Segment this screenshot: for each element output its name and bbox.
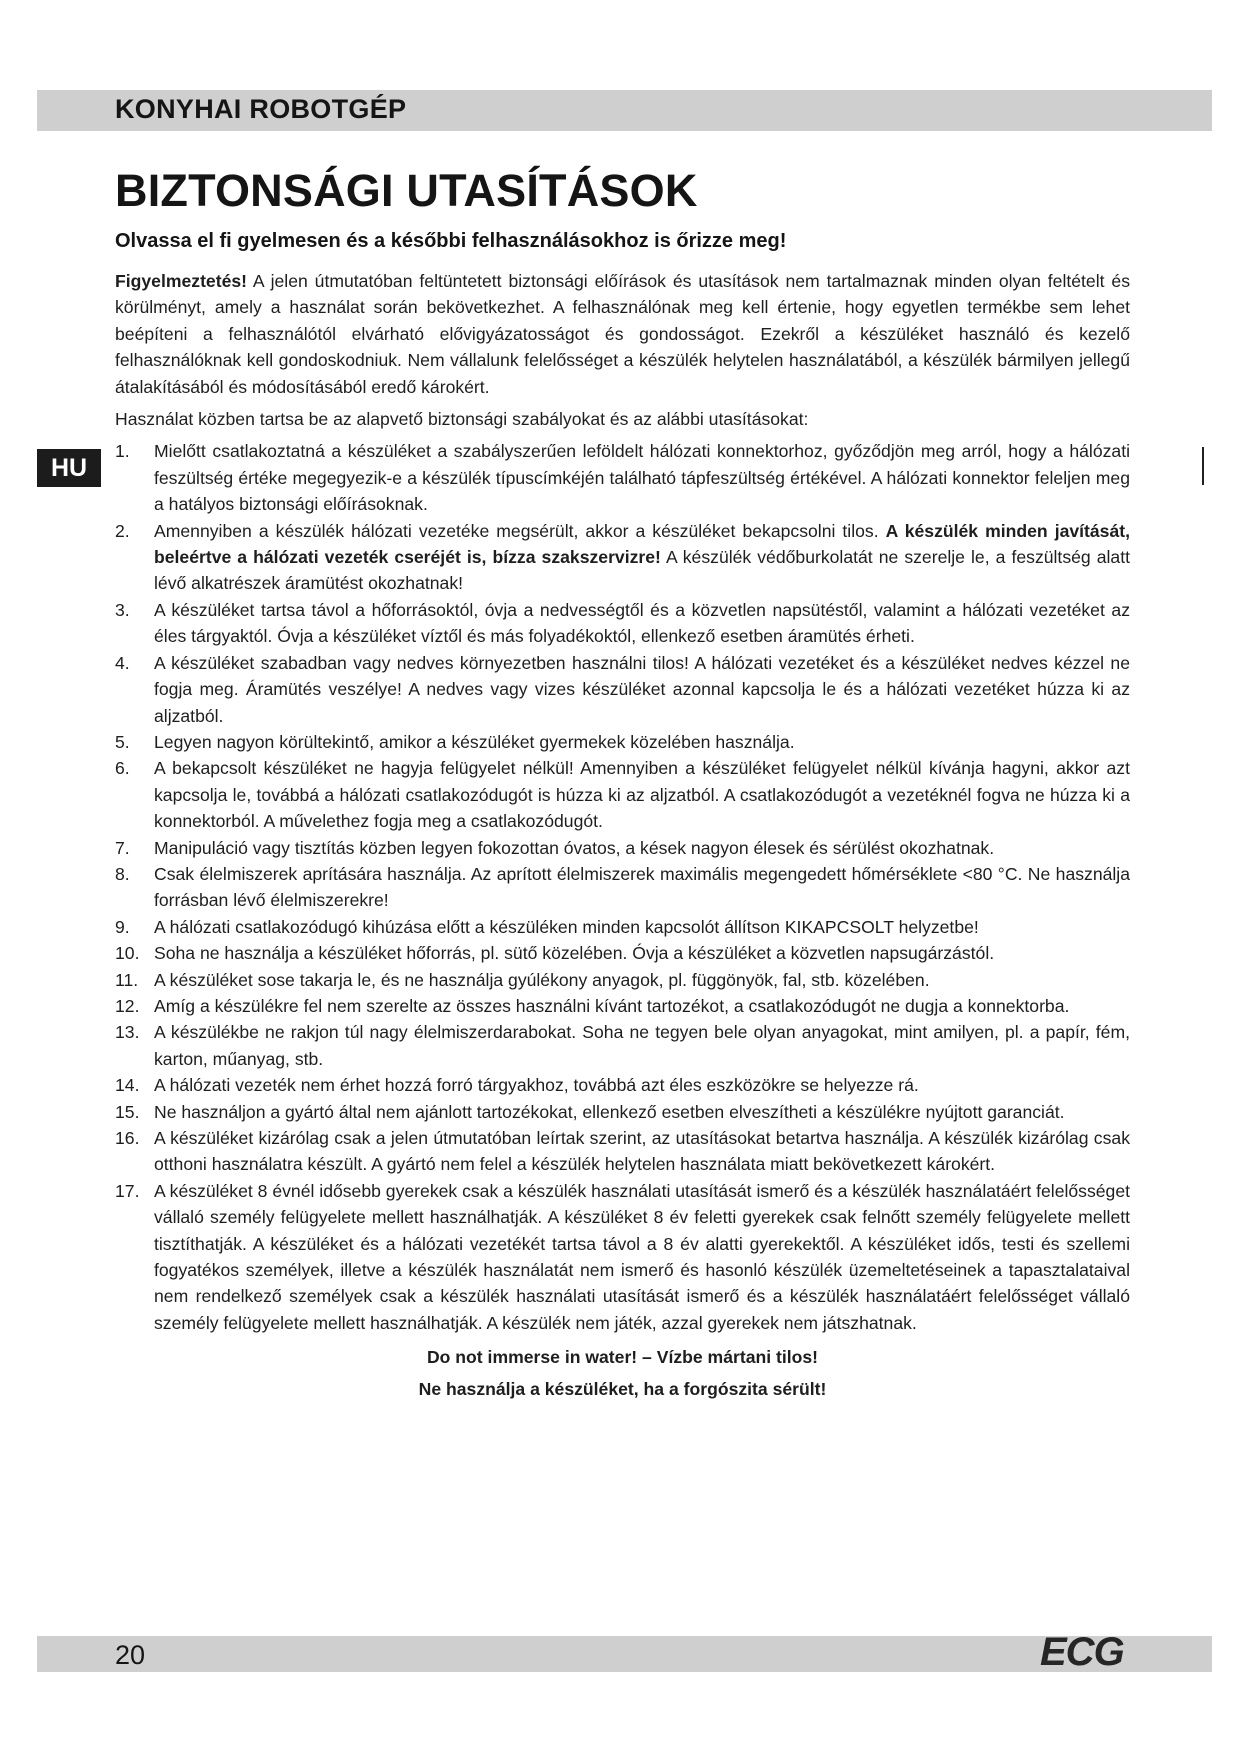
list-item — [115, 940, 1130, 966]
item-number: 17. — [115, 1180, 140, 1201]
list-item — [115, 861, 1130, 914]
list-item — [115, 597, 1130, 650]
item-text: A hálózati vezeték nem érhet hozzá forró tárgyakhoz, továbbá azt éles eszközökre se helyezze rá. — [154, 1075, 919, 1096]
item-text-emphasis: A készülék minden javítását, beleértve a hálózati vezeték cseréjét is, bízza szakszervizre! — [154, 520, 1130, 568]
intro-text: Használat közben tartsa be az alapvető biztonsági szabályokat és az alábbi utasításokat: — [115, 409, 809, 430]
warning-paragraph — [115, 268, 1130, 400]
list-item — [115, 1099, 1130, 1125]
list-item — [115, 835, 1130, 861]
warning-label: Figyelmeztetés! — [115, 271, 247, 291]
item-text: A készüléket kizárólag csak a jelen útmutatóban leírtak szerint, az utasításokat betartva használja. A készülék kizárólag csak otthoni használatra készült. A gyártó nem felel a készülék helytelen használata miatt bekövetkezett károkért. — [154, 1128, 1130, 1175]
item-number: 14. — [115, 1075, 140, 1096]
item-number: 15. — [115, 1101, 140, 1122]
item-text: Soha ne használja a készüléket hőforrás, pl. sütő közelében. Óvja a készüléket a közvetlen napsugárzástól. — [154, 943, 995, 964]
item-text: Csak élelmiszerek aprítására használja. Az aprított élelmiszerek maximális megengedett hőmérséklete <80 °C. Ne használja forrásban lévő élelmiszerekre! — [154, 863, 1130, 911]
item-number: 4. — [115, 652, 130, 673]
item-number: 1. — [115, 441, 130, 462]
list-item — [115, 967, 1130, 993]
list-item — [115, 438, 1130, 517]
footer-bar — [37, 1636, 1212, 1672]
item-number: 3. — [115, 599, 130, 620]
item-number: 6. — [115, 758, 130, 779]
list-item — [115, 518, 1130, 597]
ecg-logo: ECG — [1040, 1630, 1124, 1674]
item-text: A bekapcsolt készüléket ne hagyja felügyelet nélkül! Amennyiben a készüléket felügyelet nélkül kívánja hagyni, akkor azt kapcsolja le, továbbá a hálózati csatlakozódugót is húzza ki az aljzatból. A csatlakozódugót a vezetéknél fogva ne húzza ki a konnektorból. A művelethez fogja meg a csatlakozódugót. — [154, 758, 1130, 832]
sieve-warning: Ne használja a készüléket, ha a forgószita sérült! — [418, 1378, 827, 1399]
language-tab: HU — [37, 449, 101, 487]
page-title: BIZTONSÁGI UTASÍTÁSOK — [115, 165, 698, 216]
list-item — [115, 993, 1130, 1019]
item-text: Mielőtt csatlakoztatná a készüléket a szabályszerűen leföldelt hálózati konnektorhoz, győződjön meg arról, hogy a hálózati feszültség értéke megegyezik-e a készülék típuscímkéjén található tápfeszültség értékével. A hálózati konnektor feleljen meg a hatályos biztonsági előírásoknak. — [154, 441, 1130, 515]
item-text: A hálózati csatlakozódugó kihúzása előtt a készüléken minden kapcsolót állítson KIKAPCSOLT helyzetbe! — [154, 916, 979, 937]
item-number: 12. — [115, 995, 140, 1016]
item-number: 9. — [115, 916, 130, 937]
item-number: 11. — [115, 969, 139, 990]
item-text: Amíg a készülékre fel nem szerelte az összes használni kívánt tartozékot, a csatlakozódugót ne dugja a konnektorba. — [154, 995, 1070, 1016]
subtitle: Olvassa el fi gyelmesen és a későbbi felhasználásokhoz is őrizze meg! — [115, 230, 787, 252]
item-text: Legyen nagyon körültekintő, amikor a készüléket gyermekek közelében használja. — [154, 731, 795, 752]
item-text: A készüléket szabadban vagy nedves környezetben használni tilos! A hálózati vezetéket és a készüléket nedves kézzel ne fogja meg. Áramütés veszélye! A nedves vagy vizes készüléket azonnal kapcsolja le és a hálózati vezetéket húzza ki az aljzatból. — [154, 652, 1130, 726]
item-text: Manipuláció vagy tisztítás közben legyen fokozottan óvatos, a kések nagyon élesek és sérülést okozhatnak. — [154, 837, 995, 858]
item-number: 8. — [115, 863, 130, 884]
item-text: A készüléket 8 évnél idősebb gyerekek csak a készülék használati utasítását ismerő és a készülék használatáért felelősséget vállaló személy felügyelete mellett használhatják. A készüléket 8 év feletti gyerekek csak felnőtt személy felügyelete mellett tisztíthatják. A készüléket és a hálózati vezetékét tartsa távol a 8 év alatti gyerekektől. A készüléket idős, testi és szellemi fogyatékos személyek, illetve a készülék használatát nem ismerő és hasonló készülék üzemeltetéseinek a tapasztalataival nem rendelkező személyek csak a készülék használati utasítását ismerő és a készülék használatáért felelősséget vállaló személy felügyelete mellett használhatják. A készülék nem játék, azzal gyerekek nem játszhatnak. — [154, 1180, 1131, 1333]
item-text: Amennyiben a készülék hálózati vezetéke megsérült, akkor a készüléket bekapcsolni tilos. — [154, 520, 886, 541]
item-number: 5. — [115, 731, 130, 752]
water-warning: Do not immerse in water! – Vízbe mártani tilos! — [426, 1347, 819, 1368]
list-item — [115, 1178, 1130, 1336]
list-item — [115, 755, 1130, 834]
item-text: A készülékbe ne rakjon túl nagy élelmiszerdarabokat. Soha ne tegyen bele olyan anyagokat, mint amilyen, pl. a papír, fém, karton, műanyag, stb. — [154, 1022, 1130, 1069]
warning-text: A jelen útmutatóban feltüntetett biztonsági előírások és utasítások nem tartalmaznak minden olyan feltételt és körülményt, amely a használat során bekövetkezhet. A felhasználónak meg kell értenie, hogy egyetlen termékbe sem lehet beépíteni a felhasználótól elvárható elővigyázatosságot és gondosságot. Ezekről a készüléket használó és kezelő felhasználóknak kell gondoskodniuk. Nem vállalunk felelősséget a készülék helytelen használatából, a készülék bármilyen jellegű átalakításából és módosításából eredő károkért. — [115, 271, 1130, 397]
margin-mark — [1202, 447, 1204, 485]
page-number: 20 — [115, 1640, 146, 1670]
list-item — [115, 1072, 1130, 1098]
item-number: 2. — [115, 520, 130, 541]
item-number: 16. — [115, 1128, 140, 1148]
item-number: 13. — [115, 1022, 140, 1043]
item-text: A készüléket sose takarja le, és ne használja gyúlékony anyagok, pl. függönyök, fal, stb. közelében. — [154, 969, 930, 990]
list-item — [115, 729, 1130, 755]
item-number: 10. — [115, 943, 140, 964]
safety-rules-list — [115, 438, 1130, 1336]
header-title: KONYHAI ROBOTGÉP — [115, 94, 407, 124]
item-text: A készülék védőburkolatát ne szerelje le, a feszültség alatt lévő alkatrészek áramütést okozhatnak! — [154, 547, 1130, 594]
item-text: Ne használjon a gyártó által nem ajánlott tartozékokat, ellenkező esetben elveszítheti a készülékre nyújtott garanciát. — [154, 1101, 1065, 1122]
content-body — [115, 268, 1130, 1402]
list-item — [115, 1019, 1130, 1072]
item-number: 7. — [115, 837, 130, 858]
list-item — [115, 1125, 1130, 1178]
list-item — [115, 914, 1130, 940]
item-text: A készüléket tartsa távol a hőforrásoktól, óvja a nedvességtől és a közvetlen napsütéstől, valamint a hálózati vezetéket az éles tárgyaktól. Óvja a készüléket víztől és más folyadékoktól, ellenkező esetben áramütés érheti. — [154, 599, 1130, 647]
list-item — [115, 650, 1130, 729]
